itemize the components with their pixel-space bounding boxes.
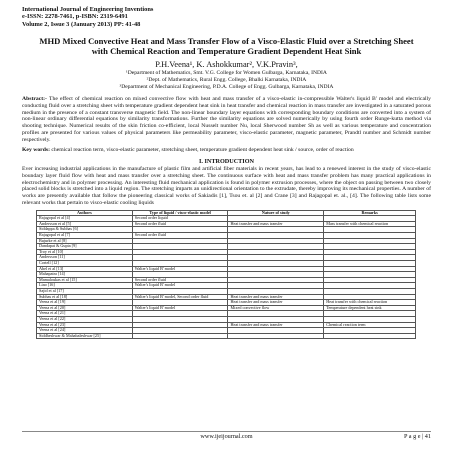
- table-cell: Bujurke et al [8]: [37, 238, 133, 244]
- table-cell: Siddappa & Subhas [6]: [37, 227, 133, 233]
- table-cell: Chemical reaction term: [324, 322, 416, 328]
- table-cell: Andersson et al [5]: [37, 221, 133, 227]
- table-cell: Mamaloukas et al [15]: [37, 277, 133, 283]
- table-cell: Heat transfer and mass transfer: [228, 300, 324, 306]
- table-cell: Rajagopal et al [4]: [37, 216, 133, 222]
- table-cell: Veena et al [20]: [37, 305, 133, 311]
- journal-issn: e-ISSN: 2278-7461, p-ISBN: 2319-6491: [22, 13, 128, 21]
- table-cell: Troy et al [10]: [37, 249, 133, 255]
- table-cell: Veena et al [24]: [37, 328, 133, 334]
- literature-table: [36, 210, 416, 340]
- table-cell: Second order fluid: [132, 221, 228, 227]
- table-cell: Subhas et al [18]: [37, 294, 133, 300]
- table-cell: Veena et al [22]: [37, 316, 133, 322]
- table-cell: [324, 333, 416, 339]
- affiliation-3: ³Department of Mechanical Engineering, P.D.A. College of Engg. Gulbarga, Karnataka, INDIA: [119, 83, 334, 90]
- table-cell: Veena et al [21]: [37, 311, 133, 317]
- table-cell: Abel et al [13]: [37, 266, 133, 272]
- introduction-text: Ever increasing industrial applications in the manufacture of plastic film and artificial fiber materials in recent years, has lead to a renewed interest in the study of visco-elastic boundary layer fluid flow with heat and mass transfer over a stretching sheet. The continuous surface with heat and mass transfer problem has many practical applications in electrochemistry and in polymer processing. An interesting fluid mechanical application is found in polymer extrusion processes, where the object on passing between two closely placed solid blocks is stretched into a liquid region. The stretching imparts an unidirectional orientation to the extrudate, thereby improving its mechanical properties. A number of works are presently available that follow the pioneering classical works of Sakiadis [1], Tsou et. al [2] and Crane [3] and Rajagopal et. al., [4]. The following table lists some relevant works that pertain to visco-elastic cooling liquids: [22, 166, 431, 206]
- table-cell: Dandapat & Gupta [9]: [37, 244, 133, 250]
- table-cell: [132, 333, 228, 339]
- affiliation-1: ¹Department of Mathematics, Smt. V.G. College for Women Gulbarga, Karnataka, INDIA: [126, 70, 327, 77]
- table-cell: Veena et al [23]: [37, 322, 133, 328]
- section-heading: I. INTRODUCTION: [198, 158, 254, 166]
- table-cell: Second order fluid: [132, 277, 228, 283]
- table-cell: Liao [16]: [37, 283, 133, 289]
- journal-volume: Volume 2, Issue 3 (January 2013) PP: 41-48: [22, 20, 141, 28]
- table-cell: Cortell [12]: [37, 261, 133, 267]
- table-cell: Walter's liquid B' model: [132, 283, 228, 289]
- table-header-cell: Remarks: [324, 210, 416, 216]
- table-cell: Mahapatra [14]: [37, 272, 133, 278]
- paper-authors: P.H.Veena¹, K. Ashokkumar², V.K.Pravin³,: [155, 60, 298, 70]
- paper-title: MHD Mixed Convective Heat and Mass Transfer Flow of a Visco-Elastic Fluid over a Stretching Sheet with Chemical Reaction and Temperature Gradient Dependent Heat Sink: [39, 36, 414, 56]
- abstract-text: The effect of chemical reaction on mixed convective flow with heat and mass transfer of a visco-elastic in-compressible Walter's liquid B' model and electrically conducting fluid over a stretching sheet with temperature gradient dependent heat sink in heat transfer and chemical reaction in mass transfer are investigated in a saturated porous medium in the presence of a constant transverse magnetic field. The non-linear boundary layer equations with corresponding boundary conditions are converted into a system of non-linear ordinary differential equations by similarity transformations. Further the similarity equations are solved numerically by using fourth order Runge-kutta method via shooting technique. Numerical results of the skin friction co-efficient, local Nusselt number Nu, local Sherwood number Sh as well as various temperature and concentration profiles are presented for various values of physical parameters like permeability parameter, visco-elastic parameter, magnetic parameter, Prandtl number and Schmidt number respectively.: [22, 96, 431, 143]
- footer-url: www.ijeijournal.com: [200, 433, 253, 440]
- table-cell: Temperature dependent heat sink: [324, 305, 416, 311]
- table-cell: Sajid et al [17]: [37, 289, 133, 295]
- table-header-cell: Type of liquid / visco-elastic model: [132, 210, 228, 216]
- footer-rule: [22, 431, 431, 432]
- table-cell: Andersson [11]: [37, 255, 133, 261]
- table-cell: Second order liquid: [132, 216, 228, 222]
- table-cell: Mass transfer with chemical reaction: [324, 221, 416, 227]
- page-footer: [22, 433, 431, 441]
- affiliation-2: ²Dept. of Mathematics, Rural Engg. College, Bhalki Karnataka, INDIA: [146, 77, 307, 83]
- table-cell: Walter's liquid B' model, Second order fluid: [132, 294, 228, 300]
- table-cell: Siddheshwar & Mahabaleshwar [25]: [37, 333, 133, 339]
- table-cell: Walter's liquid B' model: [132, 266, 228, 272]
- keywords: [22, 147, 431, 154]
- table-cell: Rajagopal et al [7]: [37, 233, 133, 239]
- keywords-text: chemical reaction term, visco-elastic parameter, stretching sheet, temperature gradient dependent heat sink / source, order of reaction: [51, 147, 354, 154]
- table-cell: Mixed convective flow: [228, 305, 324, 311]
- table-cell: Walter's liquid B' model: [132, 305, 228, 311]
- table-header-cell: Nature of study: [228, 210, 324, 216]
- table-cell: Second order fluid: [132, 233, 228, 239]
- table-body: [37, 216, 416, 339]
- table-cell: [228, 333, 324, 339]
- table-cell: Heat transfer and mass transfer: [228, 294, 324, 300]
- table-row: [37, 333, 416, 339]
- table-cell: Heat transfer and mass transfer: [228, 221, 324, 227]
- abstract: [22, 96, 431, 143]
- table-cell: Heat transfer with chemical reaction: [324, 300, 416, 306]
- keywords-label: Key words:: [22, 147, 50, 154]
- journal-name: International Journal of Engineering Inventions: [22, 6, 154, 13]
- page-number: P a g e | 41: [404, 433, 431, 440]
- abstract-label: Abstract:-: [22, 96, 47, 103]
- table-cell: Veena et al [19]: [37, 300, 133, 306]
- table-header-cell: Authors: [37, 210, 133, 216]
- journal-header: [22, 6, 431, 28]
- table-cell: Heat transfer and mass transfer: [228, 322, 324, 328]
